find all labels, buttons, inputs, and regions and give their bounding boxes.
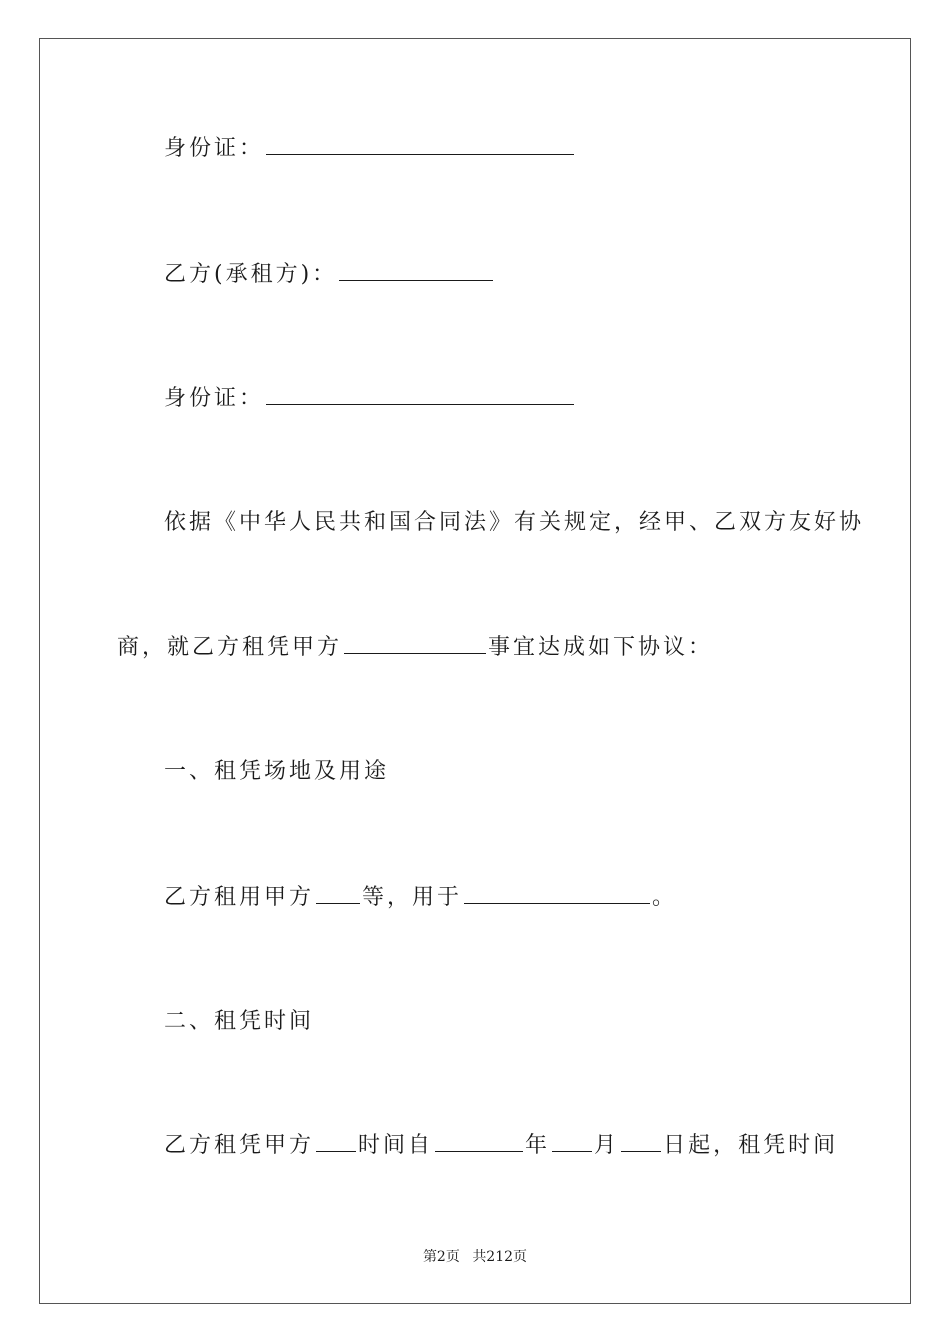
id-card-blank-1[interactable] bbox=[266, 136, 574, 155]
term-text-pre: 乙方租凭甲方 bbox=[164, 1133, 315, 1158]
id-card-blank-2[interactable] bbox=[266, 386, 574, 405]
page-footer bbox=[0, 1246, 950, 1266]
basis-paragraph-line-2 bbox=[117, 633, 713, 663]
term-subject-blank[interactable] bbox=[316, 1133, 356, 1152]
id-card-line-2 bbox=[164, 384, 576, 414]
current-page-number: 第2页 bbox=[422, 1249, 460, 1265]
term-text-post: 日起，租凭时间 bbox=[663, 1133, 839, 1158]
basis-paragraph-line-1 bbox=[164, 508, 864, 538]
term-text-mid3: 月 bbox=[594, 1133, 620, 1158]
total-page-count: 共212页 bbox=[472, 1249, 528, 1265]
start-year-blank[interactable] bbox=[435, 1133, 523, 1152]
page-frame bbox=[39, 38, 911, 1304]
id-card-line-1 bbox=[164, 134, 576, 164]
id-card-label-2: 身份证： bbox=[164, 386, 265, 411]
start-month-blank[interactable] bbox=[552, 1133, 592, 1152]
start-day-blank[interactable] bbox=[621, 1133, 661, 1152]
section-heading-2-text: 二、租凭时间 bbox=[164, 1009, 315, 1034]
term-line bbox=[164, 1131, 838, 1161]
term-text-mid1: 时间自 bbox=[358, 1133, 434, 1158]
usage-text-mid: 等，用于 bbox=[362, 885, 463, 910]
section-heading-2 bbox=[164, 1007, 314, 1037]
basis-text: 依据《中华人民共和国合同法》有关规定，经甲、乙双方友好协 bbox=[164, 510, 865, 535]
premises-blank[interactable] bbox=[316, 885, 360, 904]
purpose-blank[interactable] bbox=[464, 885, 650, 904]
usage-text-post: 。 bbox=[652, 885, 678, 910]
basis-text-post: 事宜达成如下协议： bbox=[488, 635, 714, 660]
tenant-line bbox=[164, 260, 495, 290]
basis-text-pre: 商，就乙方租凭甲方 bbox=[117, 635, 343, 660]
tenant-label: 乙方(承租方)： bbox=[164, 262, 338, 287]
section-heading-1-text: 一、租凭场地及用途 bbox=[164, 759, 390, 784]
lease-subject-blank[interactable] bbox=[344, 635, 486, 654]
tenant-blank[interactable] bbox=[339, 262, 493, 281]
usage-line bbox=[164, 883, 677, 913]
usage-text-pre: 乙方租用甲方 bbox=[164, 885, 315, 910]
term-text-mid2: 年 bbox=[525, 1133, 551, 1158]
section-heading-1 bbox=[164, 757, 389, 787]
id-card-label-1: 身份证： bbox=[164, 136, 265, 161]
